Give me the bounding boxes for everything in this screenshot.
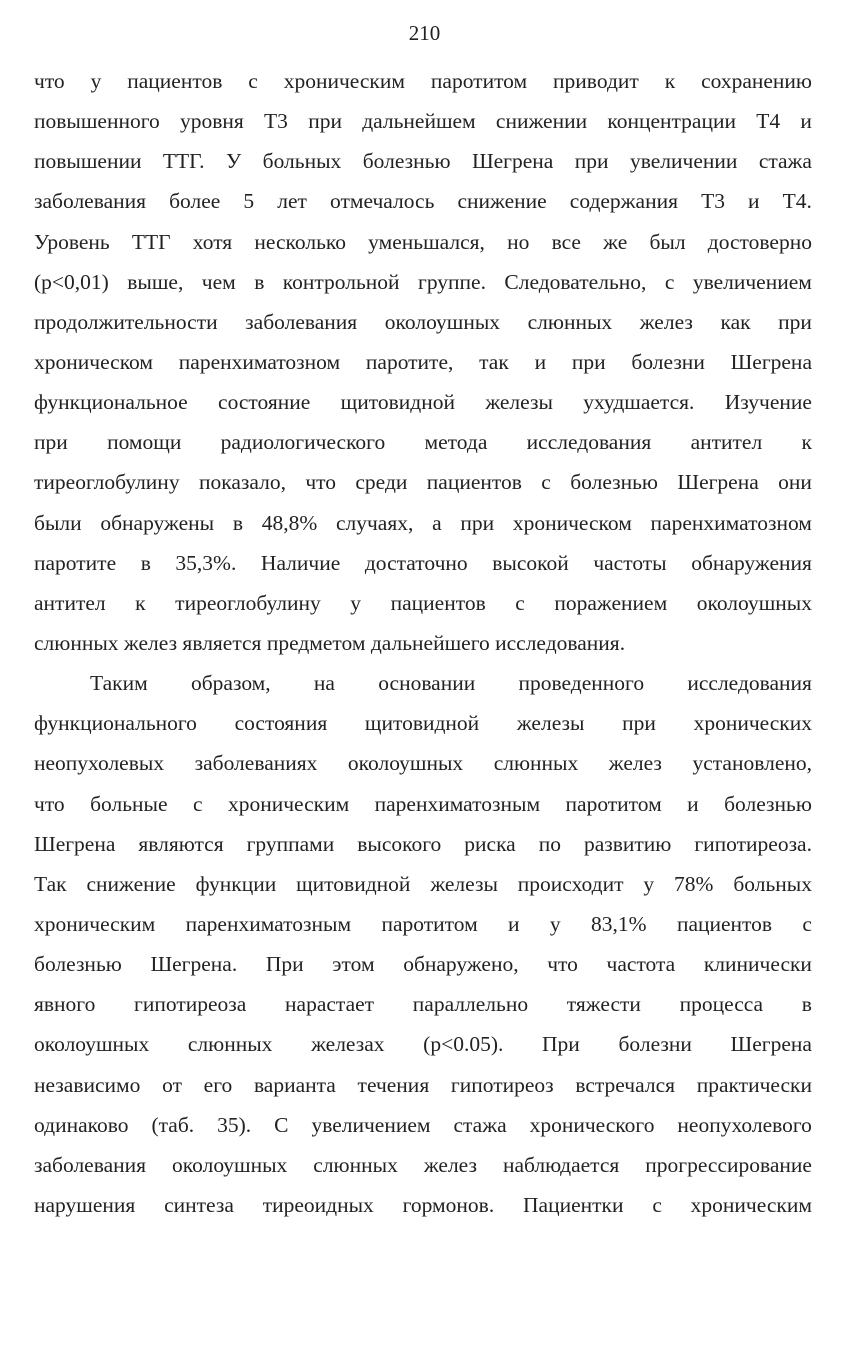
word: С (274, 1112, 289, 1137)
word: Т4. (782, 189, 812, 214)
word: контрольной (282, 269, 400, 294)
word: увеличением (692, 269, 812, 294)
word: околоушных (696, 590, 812, 615)
word: паротите (34, 550, 117, 575)
word: функции (195, 871, 277, 896)
word: паротитом (381, 911, 478, 936)
word: в (801, 992, 812, 1017)
word: нарастает (285, 992, 375, 1017)
text-line (34, 306, 812, 346)
text-line (34, 185, 812, 225)
text-line (34, 747, 812, 787)
word: концентрации (607, 109, 736, 134)
word: частота (606, 952, 676, 977)
word: слюнных (313, 1152, 398, 1177)
word: обнаружения (691, 550, 812, 575)
word: достаточно (364, 550, 468, 575)
word: околоушных (347, 751, 464, 776)
word: у (643, 871, 655, 896)
word: гипотиреоза. (694, 831, 812, 856)
word: Шегрена. (150, 952, 238, 977)
word: чем (201, 269, 236, 294)
word: происходит (517, 871, 624, 896)
text-line (34, 667, 812, 707)
word: желез (608, 751, 662, 776)
word: риска (464, 831, 516, 856)
word: 35,3%. (175, 550, 237, 575)
text-line (34, 828, 812, 868)
word: среди (355, 470, 408, 495)
word: желез (639, 309, 693, 334)
word: синтеза (164, 1192, 234, 1217)
word: болезнью (362, 149, 451, 174)
text-line (34, 266, 812, 306)
word: при (622, 711, 656, 736)
word: нарушения (34, 1192, 136, 1217)
word: практически (696, 1072, 812, 1097)
word: тиреоглобулину (175, 590, 321, 615)
word: при (308, 109, 342, 134)
word: слюнных (187, 1032, 273, 1057)
text-line (34, 1028, 812, 1068)
word: болезнью (34, 952, 122, 977)
word: у (549, 911, 561, 936)
text-line (34, 1109, 812, 1149)
word: тяжести (566, 992, 641, 1017)
word: околоушных (384, 309, 501, 334)
word: стажа (758, 149, 812, 174)
word: пациентов (426, 470, 522, 495)
word: Т3 (264, 109, 288, 134)
word: Шегрена (34, 831, 116, 856)
word: у (350, 590, 362, 615)
word: хроническом (512, 510, 632, 535)
word: группе. (418, 269, 486, 294)
word: все (551, 229, 581, 254)
text-line (34, 226, 812, 266)
word: стажа (453, 1112, 507, 1137)
word: являются (138, 831, 224, 856)
word: паренхиматозным (185, 911, 352, 936)
page-number: 210 (408, 21, 441, 45)
word: околоушных (34, 1032, 150, 1057)
word: параллельно (412, 992, 529, 1017)
word: щитовидной (364, 711, 480, 736)
word: развитию (583, 831, 672, 856)
word: а (432, 510, 442, 535)
word: они (778, 470, 812, 495)
word: тиреоидных (262, 1192, 374, 1217)
word: заболевания (34, 189, 147, 214)
word: гипотиреоз (450, 1072, 554, 1097)
text-line (34, 587, 812, 627)
word: антител (34, 590, 106, 615)
word: Шегрена (730, 1032, 812, 1057)
word: желез (423, 1152, 477, 1177)
word: независимо (34, 1072, 141, 1097)
word: установлено, (692, 751, 812, 776)
word: при (460, 510, 495, 535)
text-line (34, 988, 812, 1028)
word: и (748, 189, 760, 214)
word: увеличением (311, 1112, 431, 1137)
word: Пациентки (523, 1192, 624, 1217)
word: состояние (218, 390, 311, 415)
word: но (507, 229, 530, 254)
word: У (225, 149, 242, 174)
word: был (649, 229, 686, 254)
word: с (652, 1192, 662, 1217)
word: с (541, 470, 551, 495)
word: проведенного (518, 671, 645, 696)
text-line (34, 948, 812, 988)
word: хроническом (34, 349, 153, 374)
word: к (801, 430, 812, 455)
word: неопухолевых (34, 751, 165, 776)
word: что (547, 952, 578, 977)
word: Наличие (260, 550, 341, 575)
word: функциональное (34, 390, 188, 415)
word: неопухолевого (677, 1112, 812, 1137)
paragraph-1 (34, 65, 812, 667)
word: железы (485, 390, 553, 415)
word: что (34, 69, 65, 93)
word: болезнью (570, 470, 658, 495)
word: явного (34, 992, 96, 1017)
word: при (574, 149, 609, 174)
word: несколько (254, 229, 346, 254)
word: помощи (107, 430, 182, 455)
word: уменьшался, (368, 229, 485, 254)
text-line: слюнных желез является предметом дальнейшего исследования. (34, 630, 626, 655)
word: повышении (34, 149, 142, 174)
word: на (313, 671, 335, 696)
word: достоверно (707, 229, 812, 254)
word: щитовидной (296, 871, 411, 896)
word: отмечалось (330, 189, 435, 214)
word: прогрессирование (645, 1152, 812, 1177)
word: (р<0,01) (34, 269, 109, 294)
text-line (34, 1069, 812, 1109)
word: гормонов. (402, 1192, 495, 1217)
word: выше, (127, 269, 184, 294)
word: и (687, 791, 699, 816)
word: снижение (457, 189, 547, 214)
word: с (515, 590, 525, 615)
word: гипотиреоза (134, 992, 247, 1017)
text-line (34, 1189, 812, 1229)
text-line (34, 908, 812, 948)
text-line (34, 466, 812, 506)
text-line (34, 547, 812, 587)
word: снижение (86, 871, 176, 896)
word: Следовательно, (504, 269, 647, 294)
document-body (34, 65, 812, 1229)
word: случаях, (335, 510, 414, 535)
word: от (162, 1072, 182, 1097)
word: к (135, 590, 146, 615)
word: пациентов (390, 590, 486, 615)
word: Шегрена (677, 470, 759, 495)
word: основании (378, 671, 476, 696)
word: обнаружены (100, 510, 215, 535)
word: при (34, 430, 68, 455)
word: так (479, 349, 509, 374)
word: и (800, 109, 812, 134)
word: с (664, 269, 675, 294)
word: Так (34, 871, 67, 896)
text-line (34, 707, 812, 747)
text-line (34, 105, 812, 145)
word: 83,1% (591, 911, 647, 936)
word: хроническим (690, 1192, 812, 1217)
word: щитовидной (340, 390, 455, 415)
text-line (34, 868, 812, 908)
word: паротитом (430, 69, 528, 93)
word: обнаружено, (403, 952, 519, 977)
word: Изучение (724, 390, 812, 415)
word: при (571, 349, 606, 374)
word: болезни (618, 1032, 692, 1057)
word: паренхиматозном (178, 349, 341, 374)
word: снижении (495, 109, 588, 134)
word: радиологического (220, 430, 386, 455)
word: процесса (679, 992, 764, 1017)
word: хроническим (34, 911, 156, 936)
word: этом (332, 952, 375, 977)
text-line (34, 788, 812, 828)
word: 48,8% (261, 510, 318, 535)
word: ТТГ (131, 229, 171, 254)
word: по (538, 831, 561, 856)
word: хронического (529, 1112, 655, 1137)
word: антител (690, 430, 763, 455)
word: увеличении (629, 149, 738, 174)
text-line (34, 426, 812, 466)
word: пациентов (127, 69, 223, 93)
word: Уровень (34, 229, 110, 254)
word: повышенного (34, 109, 160, 134)
word: показало, (198, 470, 286, 495)
word: тиреоглобулину (34, 470, 180, 495)
word: заболеваниях (194, 751, 318, 776)
word: одинаково (34, 1112, 129, 1137)
word: течения (357, 1072, 430, 1097)
word: Шегрена (730, 349, 812, 374)
word: в (140, 550, 151, 575)
word: больных (262, 149, 342, 174)
word: варианта (253, 1072, 336, 1097)
word: что (305, 470, 337, 495)
word: уровня (180, 109, 244, 134)
word: же (603, 229, 628, 254)
word: Таким (90, 671, 148, 696)
word: с (192, 791, 203, 816)
word: функционального (34, 711, 197, 736)
text-line (34, 386, 812, 426)
word: высокого (357, 831, 442, 856)
word: околоушных (172, 1152, 288, 1177)
word: как (720, 309, 751, 334)
text-line (34, 145, 812, 185)
word: исследования (526, 430, 652, 455)
text-line (34, 507, 812, 547)
word: с (248, 69, 258, 93)
word: были (34, 510, 82, 535)
word: хроническим (283, 69, 405, 93)
word: Т4 (756, 109, 781, 134)
word: поражением (554, 590, 668, 615)
word: железы (516, 711, 585, 736)
word: частоты (593, 550, 667, 575)
word: метода (424, 430, 488, 455)
word: к (664, 69, 676, 93)
text-line (34, 346, 812, 386)
word: железы (430, 871, 498, 896)
word: хроническим (227, 791, 350, 816)
word: у (90, 69, 102, 93)
word: в (254, 269, 265, 294)
word: 5 (243, 189, 255, 214)
word: заболевания (34, 1152, 147, 1177)
text-line (34, 65, 812, 105)
word: хотя (192, 229, 233, 254)
word: образом, (190, 671, 271, 696)
word: железах (311, 1032, 385, 1057)
word: что (34, 791, 65, 816)
word: состояния (234, 711, 328, 736)
word: дальнейшем (362, 109, 476, 134)
word: пациентов (676, 911, 773, 936)
word: паренхиматозным (374, 791, 541, 816)
word: лет (277, 189, 307, 214)
word: ТТГ. (162, 149, 205, 174)
word: с (802, 911, 812, 936)
word: При (542, 1032, 580, 1057)
word: исследования (687, 671, 812, 696)
word: сохранению (701, 69, 812, 93)
word: клинически (703, 952, 812, 977)
word: и (508, 911, 520, 936)
word: больных (733, 871, 812, 896)
word: ухудшается. (583, 390, 695, 415)
word: заболевания (245, 309, 358, 334)
word: более (169, 189, 221, 214)
word: 78% (674, 871, 714, 896)
word: высокой (492, 550, 569, 575)
paragraph-2 (34, 667, 812, 1229)
word: и (534, 349, 547, 374)
word: содержания (569, 189, 678, 214)
word: 35). (217, 1112, 252, 1137)
word: Шегрена (471, 149, 554, 174)
word: болезни (631, 349, 705, 374)
word: При (265, 952, 304, 977)
word: наблюдается (502, 1152, 620, 1177)
word: Т3 (701, 189, 725, 214)
word: его (203, 1072, 233, 1097)
word: больные (90, 791, 168, 816)
word: встречался (575, 1072, 676, 1097)
word: слюнных (493, 751, 579, 776)
word: приводит (553, 69, 639, 93)
word: хронических (693, 711, 812, 736)
word: группами (246, 831, 335, 856)
word: в (232, 510, 243, 535)
word: при (778, 309, 812, 334)
text-line (34, 1149, 812, 1189)
word: продолжительности (34, 309, 218, 334)
word: паренхиматозном (650, 510, 812, 535)
word: (р<0.05). (423, 1032, 504, 1057)
word: паротитом (565, 791, 662, 816)
word: паротите, (365, 349, 454, 374)
word: слюнных (527, 309, 613, 334)
word: болезнью (724, 791, 812, 816)
word: (таб. (151, 1112, 195, 1137)
